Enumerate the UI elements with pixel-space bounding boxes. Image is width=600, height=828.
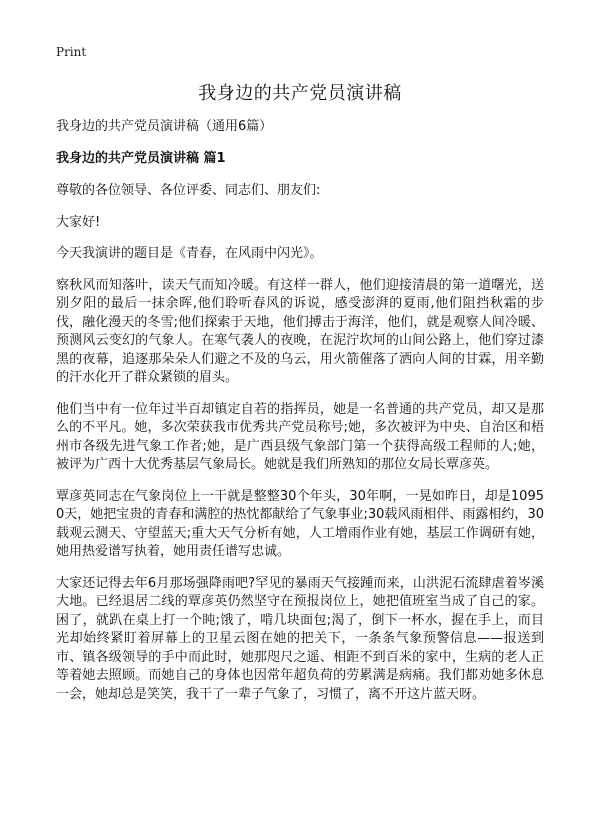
print-link[interactable]: Print <box>56 45 87 59</box>
paragraph-topic: 今天我演讲的题目是《青春，在风雨中闪光》。 <box>56 246 323 261</box>
paragraph-salutation: 尊敬的各位领导、各位评委、同志们、朋友们: <box>56 183 321 198</box>
document-title: 我身边的共产党员演讲稿 <box>198 83 402 104</box>
section-heading: 我身边的共产党员演讲稿 篇1 <box>56 151 226 166</box>
paragraph-body: 他们当中有一位年过半百却镇定自若的指挥员，她是一名普通的共产党员，却又是那么的不平凡。她，多次荣获我市优秀共产党员称号;她，多次被评为中央、自治区和梧州市各级先进气象工作者;她，是广西县级气象部门第一个获得高级工程师的人;她，被评为广西十大优秀基层气象局长。她就是我们所熟知的那位女局长覃彦英。 <box>56 401 544 472</box>
document-subtitle: 我身边的共产党员演讲稿（通用6篇） <box>56 119 273 134</box>
paragraph-greeting: 大家好! <box>56 214 101 230</box>
paragraph-body: 大家还记得去年6月那场强降雨吧?罕见的暴雨天气接踵而来，山洪泥石流肆虐着岑溪大地。已经退居二线的覃彦英仍然坚守在预报岗位上，她把值班室当成了自己的家。困了，就趴在桌上打一个盹;饿了，啃几块面包;渴了，倒下一杯水，握在手上，而目光却始终紧盯着屏幕上的卫星云图在她的把关下，一条条气象预警信息——报送到市、镇各级领导的手中而此时，她那咫尺之遥、相距不到百米的家中，生病的老人正等着她去照顾。而她自己的身体也因常年超负荷的劳累满是病痛。我们都劝她多休息一会，她却总是笑笑，我干了一辈子气象了，习惯了，离不开这片蓝天呀。 <box>56 575 544 702</box>
paragraph-body: 察秋风而知落叶，读天气而知冷暖。有这样一群人，他们迎接清晨的第一道曙光，送别夕阳的最后一抹余晖,他们聆听春风的诉说，感受澎湃的夏雨,他们阻挡秋霜的步伐，融化漫天的冬雪;他们探索于天地，他们搏击于海洋，他们，就是观察人间冷暖、预测风云变幻的气象人。在寒气袭人的夜晚，在泥泞坎坷的山间公路上，他们穿过漆黑的夜幕，追逐那朵朵人们避之不及的乌云，用火箭催落了洒向人间的甘霖，用辛勤的汗水化开了群众紧锁的眉头。 <box>56 277 544 385</box>
paragraph-body: 覃彦英同志在气象岗位上一干就是整整30个年头，30年啊，一晃如昨日，却是10950天，她把宝贵的青春和满腔的热忱都献给了气象事业;30载风雨相伴、雨露相约，30载观云测天、守望蓝天;重大天气分析有她，人工增雨作业有她，基层工作调研有她，她用热爱谱写执着，她用责任谱写忠诚。 <box>56 488 544 559</box>
